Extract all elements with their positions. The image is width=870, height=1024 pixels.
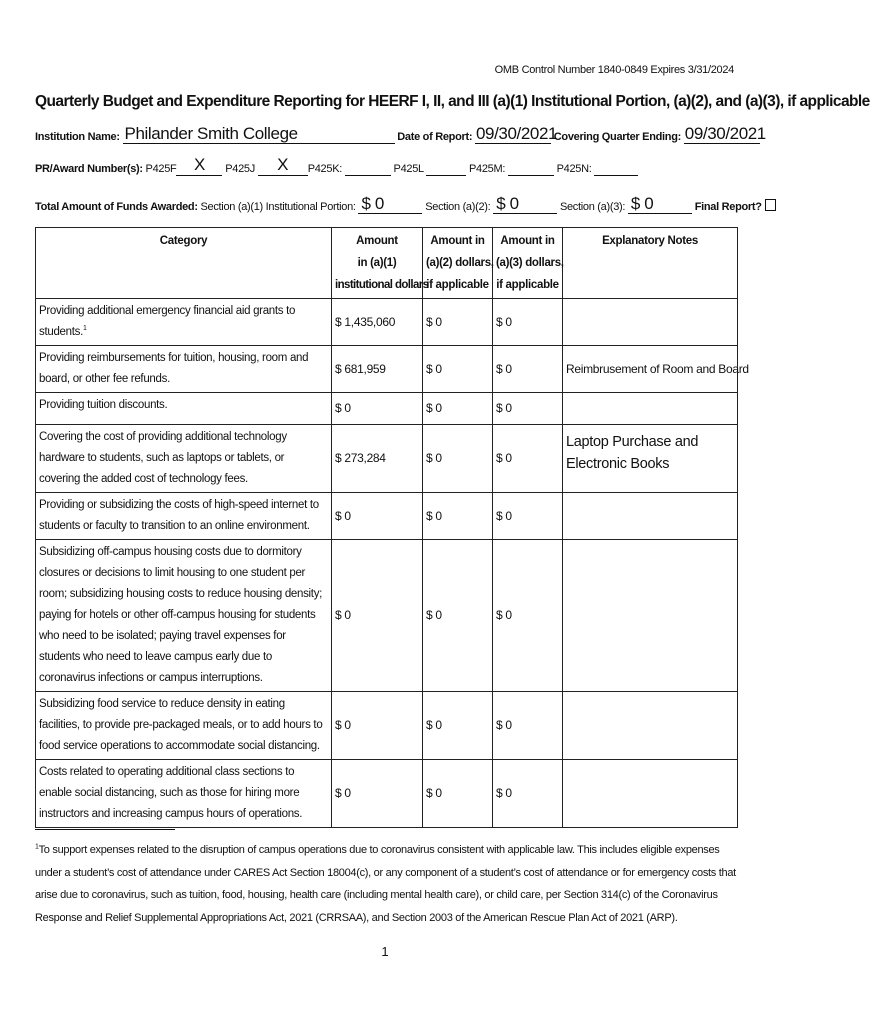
table-row [36,760,738,828]
footnote [35,839,741,929]
p425j-mark: X [277,155,289,174]
a3-amount-header: Amount in (a)(3) dollars, if applicable [493,228,563,299]
p425f-field[interactable] [176,155,222,176]
row-notes[interactable] [563,760,738,828]
row-a1-amount[interactable]: $ 0 [332,760,423,828]
p425j-field[interactable] [258,155,308,176]
row-a2-amount[interactable]: $ 0 [423,540,493,692]
a1-amount-header: Amount in (a)(1) institutional dollars [332,228,423,299]
row-notes[interactable]: Laptop Purchase and Electronic Books [563,425,738,493]
institution-label: Institution Name: [35,131,120,143]
institution-field[interactable] [123,124,395,144]
row-a2-amount[interactable]: $ 0 [423,299,493,346]
row-notes[interactable] [563,493,738,540]
row-a1-amount[interactable]: $ 1,435,060 [332,299,423,346]
a2-label: Section (a)(2): [425,201,491,213]
a2-value: $ 0 [496,194,519,213]
p425j-label: P425J [225,163,255,175]
row-category: Providing tuition discounts. [36,393,332,425]
p425m-label: P425M: [468,163,506,175]
row-a2-amount[interactable]: $ 0 [423,760,493,828]
p425k-field[interactable] [345,163,391,176]
total-funds-line [35,194,776,214]
p425k-label: P425K: [307,163,342,175]
table-row [36,493,738,540]
row-category: Costs related to operating additional class sections to enable social distancing, such as those for hiring more instructors and increasing campus hours of operations. [36,760,332,828]
award-label: PR/Award Number(s): [35,163,143,175]
row-notes[interactable] [563,299,738,346]
p425l-field[interactable] [426,163,466,176]
expenditure-table [35,227,749,828]
award-line [35,155,638,176]
quarter-label: Covering Quarter Ending: [553,131,682,143]
notes-header: Explanatory Notes [563,228,738,299]
row-notes[interactable] [563,540,738,692]
row-category: Covering the cost of providing additional technology hardware to students, such as laptops or tablets, or covering the added cost of technology fees. [36,425,332,493]
row-category: Subsidizing off-campus housing costs due to dormitory closures or decisions to limit housing to one student per room; subsidizing housing costs to reduce housing density; paying for hotels or other off-campus housing for students who need to be isolated; paying travel expenses for students who need to leave campus early due to coronavirus infections or campus interruptions. [36,540,332,692]
row-a2-amount[interactable]: $ 0 [423,346,493,393]
table-header-row [36,228,738,299]
row-notes[interactable]: Reimbrusement of Room and Board [563,346,738,393]
omb-control-number: OMB Control Number 1840-0849 Expires 3/31/2024 [494,64,734,76]
p425n-label: P425N: [556,163,592,175]
row-a3-amount[interactable]: $ 0 [493,540,563,692]
row-a3-amount[interactable]: $ 0 [493,346,563,393]
row-notes[interactable] [563,393,738,425]
a1-label: Section (a)(1) Institutional Portion: [200,201,356,213]
table-row [36,346,738,393]
a2-amount-header: Amount in (a)(2) dollars, if applicable [423,228,493,299]
a1-field[interactable] [358,194,422,214]
row-a3-amount[interactable]: $ 0 [493,299,563,346]
row-a3-amount[interactable]: $ 0 [493,493,563,540]
p425l-label: P425L [393,163,424,175]
row-a2-amount[interactable]: $ 0 [423,393,493,425]
row-a3-amount[interactable]: $ 0 [493,760,563,828]
row-a1-amount[interactable]: $ 0 [332,692,423,760]
row-a1-amount[interactable]: $ 681,959 [332,346,423,393]
row-a2-amount[interactable]: $ 0 [423,493,493,540]
page-number: 1 [381,944,389,959]
row-a3-amount[interactable]: $ 0 [493,692,563,760]
row-a1-amount[interactable]: $ 0 [332,393,423,425]
row-notes[interactable] [563,692,738,760]
footnote-marker: 1 [35,843,39,851]
p425f-label: P425F [145,163,177,175]
a2-field[interactable] [493,194,557,214]
institution-value: Philander Smith College [124,124,298,143]
row-a3-amount[interactable]: $ 0 [493,425,563,493]
date-label: Date of Report: [397,131,473,143]
a3-field[interactable] [628,194,692,214]
row-a1-amount[interactable]: $ 0 [332,540,423,692]
row-category: Subsidizing food service to reduce density in eating facilities, to provide pre-packaged meals, or to add hours to food service operations to accommodate social distancing. [36,692,332,760]
p425f-mark: X [193,155,205,174]
table-row [36,425,738,493]
institution-line [35,124,766,144]
quarter-field[interactable] [684,124,766,144]
table-row [36,540,738,692]
final-report-label: Final Report? [694,201,762,213]
p425n-field[interactable] [594,163,638,176]
quarter-value: 09/30/2021 [684,124,766,143]
row-a2-amount[interactable]: $ 0 [423,425,493,493]
date-field[interactable] [475,124,558,144]
footnote-text: To support expenses related to the disruption of campus operations due to coronavirus consistent with applicable law. This includes eligible expenses under a student’s cost of attendance under CARES Act Section 18004(c), or any component of a student’s cost of attendance or for emergency costs that arise due to coronavirus, such as tuition, food, housing, health care (including mental health care), or child care, per Section 314(c) of the Coronavirus Response and Relief Supplemental Appropriations Act, 2021 (CRRSAA), and Section 2003 of the American Rescue Plan Act of 2021 (ARP). [35,844,736,924]
final-report-checkbox[interactable] [765,199,776,211]
total-label: Total Amount of Funds Awarded: [35,201,198,213]
row-category: Providing reimbursements for tuition, housing, room and board, or other fee refunds. [36,346,332,393]
a3-value: $ 0 [630,194,654,213]
a1-value: $ 0 [361,194,384,213]
row-category: Providing or subsidizing the costs of high-speed internet to students or faculty to transition to an online environment. [36,493,332,540]
row-a3-amount[interactable]: $ 0 [493,393,563,425]
category-header: Category [36,228,332,299]
table-row [36,299,738,346]
p425m-field[interactable] [508,163,554,176]
row-a1-amount[interactable]: $ 273,284 [332,425,423,493]
row-a2-amount[interactable]: $ 0 [423,692,493,760]
a3-label: Section (a)(3): [559,201,626,213]
row-category: Providing additional emergency financial aid grants to students.$^1$ [36,299,332,346]
date-value: 09/30/2021 [475,124,558,143]
table-row [36,692,738,760]
footnote-divider [35,829,175,830]
row-a1-amount[interactable]: $ 0 [332,493,423,540]
table-row [36,393,738,425]
page-title: Quarterly Budget and Expenditure Reporting for HEERF I, II, and III (a)(1) Institutional Portion, (a)(2), and (a)(3), if applicable [35,93,870,110]
